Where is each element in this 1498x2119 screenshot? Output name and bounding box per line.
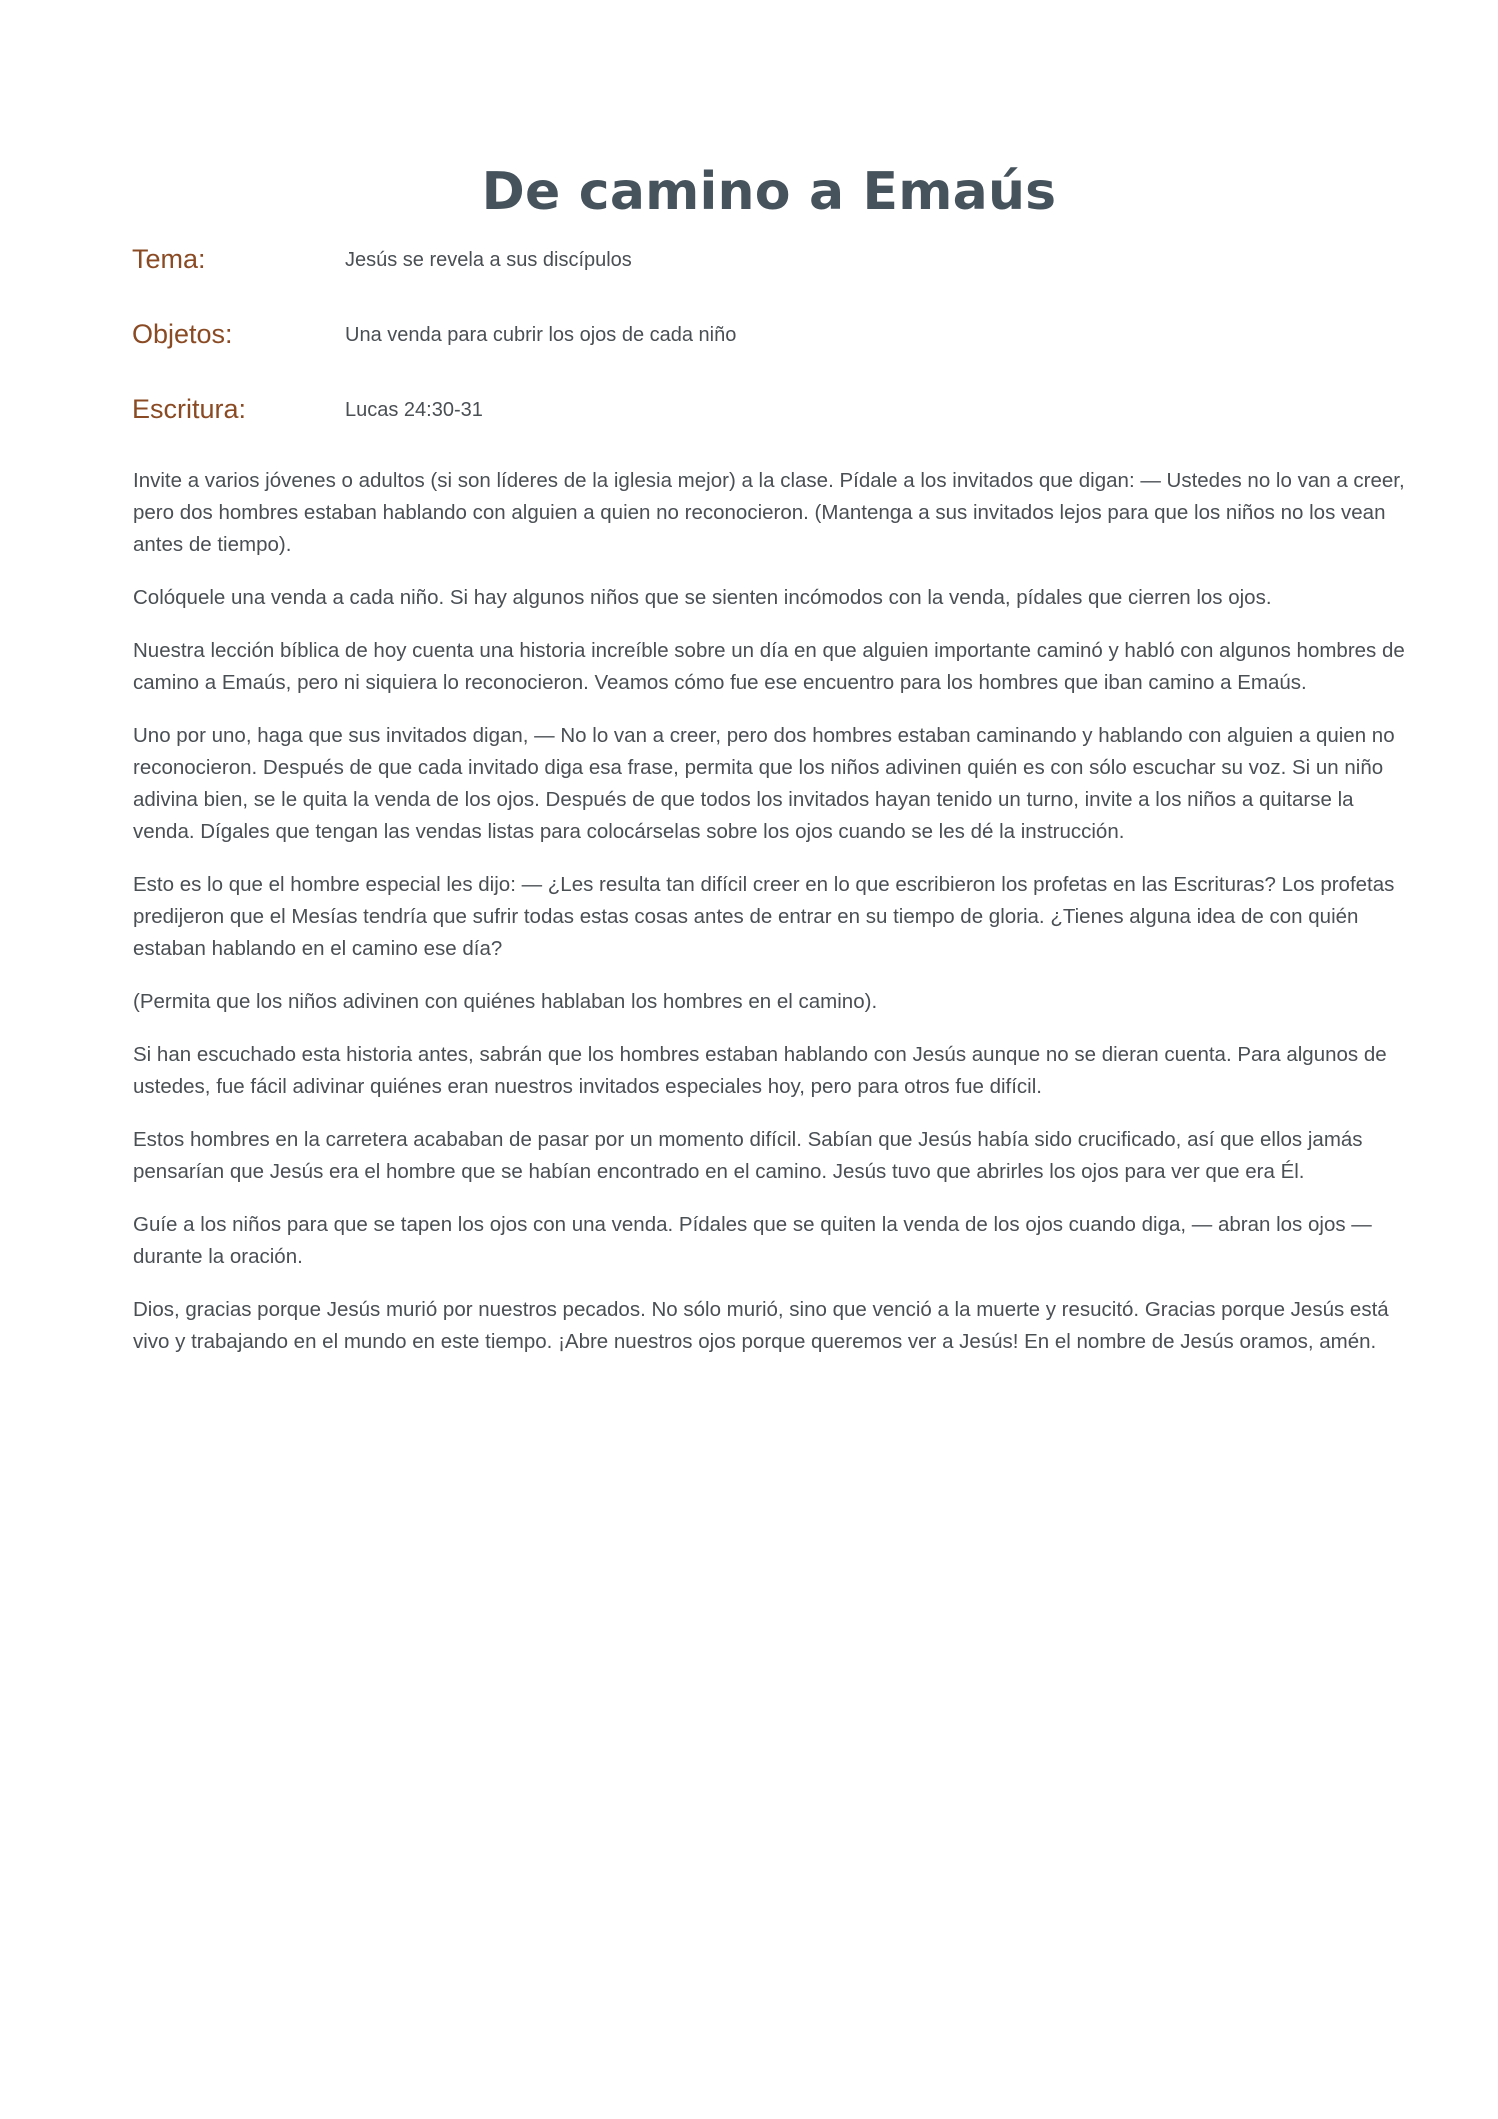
paragraph-invite-guests: Invite a varios jóvenes o adultos (si son líderes de la iglesia mejor) a la clase. Pídale a los invitados que digan: — Ustedes no lo van a creer, pero dos hombres estaban hablando con alguien a quien no reconocieron. (Mantenga a sus invitados lejos para que los niños no los vean antes de tiempo). (133, 469, 1405, 556)
paragraph-special-man: Esto es lo que el hombre especial les dijo: — ¿Les resulta tan difícil creer en lo que escribieron los profetas en las Escrituras? Los profetas predijeron que el Mesías tendría que sufrir todas estas cosas antes de entrar en su tiempo de gloria. ¿Tienes alguna idea de con quién estaban hablando en el camino ese día? (133, 873, 1395, 960)
meta-row-objetos (132, 316, 1402, 356)
paragraph-guessing-game: Uno por uno, haga que sus invitados digan, — No lo van a creer, pero dos hombres estaban caminando y hablando con alguien a quien no reconocieron. Después de que cada invitado diga esa frase, permita que los niños adivinen quién es con sólo escuchar su voz. Si un niño adivina bien, se le quita la venda de los ojos. Después de que todos los invitados hayan tenido un turno, invite a los niños a quitarse la venda. Dígales que tengan las vendas listas para colocárselas sobre los ojos cuando se les dé la instrucción. (133, 724, 1395, 843)
paragraph-prayer-instructions: Guíe a los niños para que se tapen los ojos con una venda. Pídales que se quiten la venda de los ojos cuando diga, — abran los ojos — durante la oración. (133, 1213, 1372, 1268)
paragraph-children-guess: (Permita que los niños adivinen con quiénes hablaban los hombres en el camino). (133, 990, 878, 1013)
paragraph-lesson-intro: Nuestra lección bíblica de hoy cuenta una historia increíble sobre un día en que alguien importante caminó y habló con algunos hombres de camino a Emaús, pero ni siquiera lo reconocieron. Veamos cómo fue ese encuentro para los hombres que iban camino a Emaús. (133, 639, 1405, 694)
meta-row-tema (132, 241, 1402, 281)
paragraph-road-men: Estos hombres en la carretera acababan de pasar por un momento difícil. Sabían que Jesús había sido crucificado, así que ellos jamás pensarían que Jesús era el hombre que se habían encontrado en el camino. Jesús tuvo que abrirles los ojos para ver que era Él. (133, 1128, 1363, 1183)
paragraph-blindfold: Colóquele una venda a cada niño. Si hay algunos niños que se sienten incómodos con la venda, pídales que cierren los ojos. (133, 586, 1272, 609)
paragraph-story-known: Si han escuchado esta historia antes, sabrán que los hombres estaban hablando con Jesús aunque no se dieran cuenta. Para algunos de ustedes, fue fácil adivinar quiénes eran nuestros invitados especiales hoy, pero para otros fue difícil. (133, 1043, 1387, 1098)
meta-row-escritura (132, 391, 1402, 431)
meta-value-objetos: Una venda para cubrir los ojos de cada niño (345, 324, 737, 346)
meta-value-tema: Jesús se revela a sus discípulos (345, 249, 632, 271)
lesson-body (133, 465, 1408, 1379)
meta-label-escritura: Escritura: (132, 394, 247, 424)
paragraph-prayer: Dios, gracias porque Jesús murió por nuestros pecados. No sólo murió, sino que venció a la muerte y resucitó. Gracias porque Jesús está vivo y trabajando en el mundo en este tiempo. ¡Abre nuestros ojos porque queremos ver a Jesús! En el nombre de Jesús oramos, amén. (133, 1298, 1389, 1353)
meta-label-objetos: Objetos: (132, 319, 233, 349)
meta-label-tema: Tema: (132, 244, 206, 274)
meta-value-escritura: Lucas 24:30-31 (345, 399, 483, 421)
page-title: De camino a Emaús (481, 162, 1057, 222)
